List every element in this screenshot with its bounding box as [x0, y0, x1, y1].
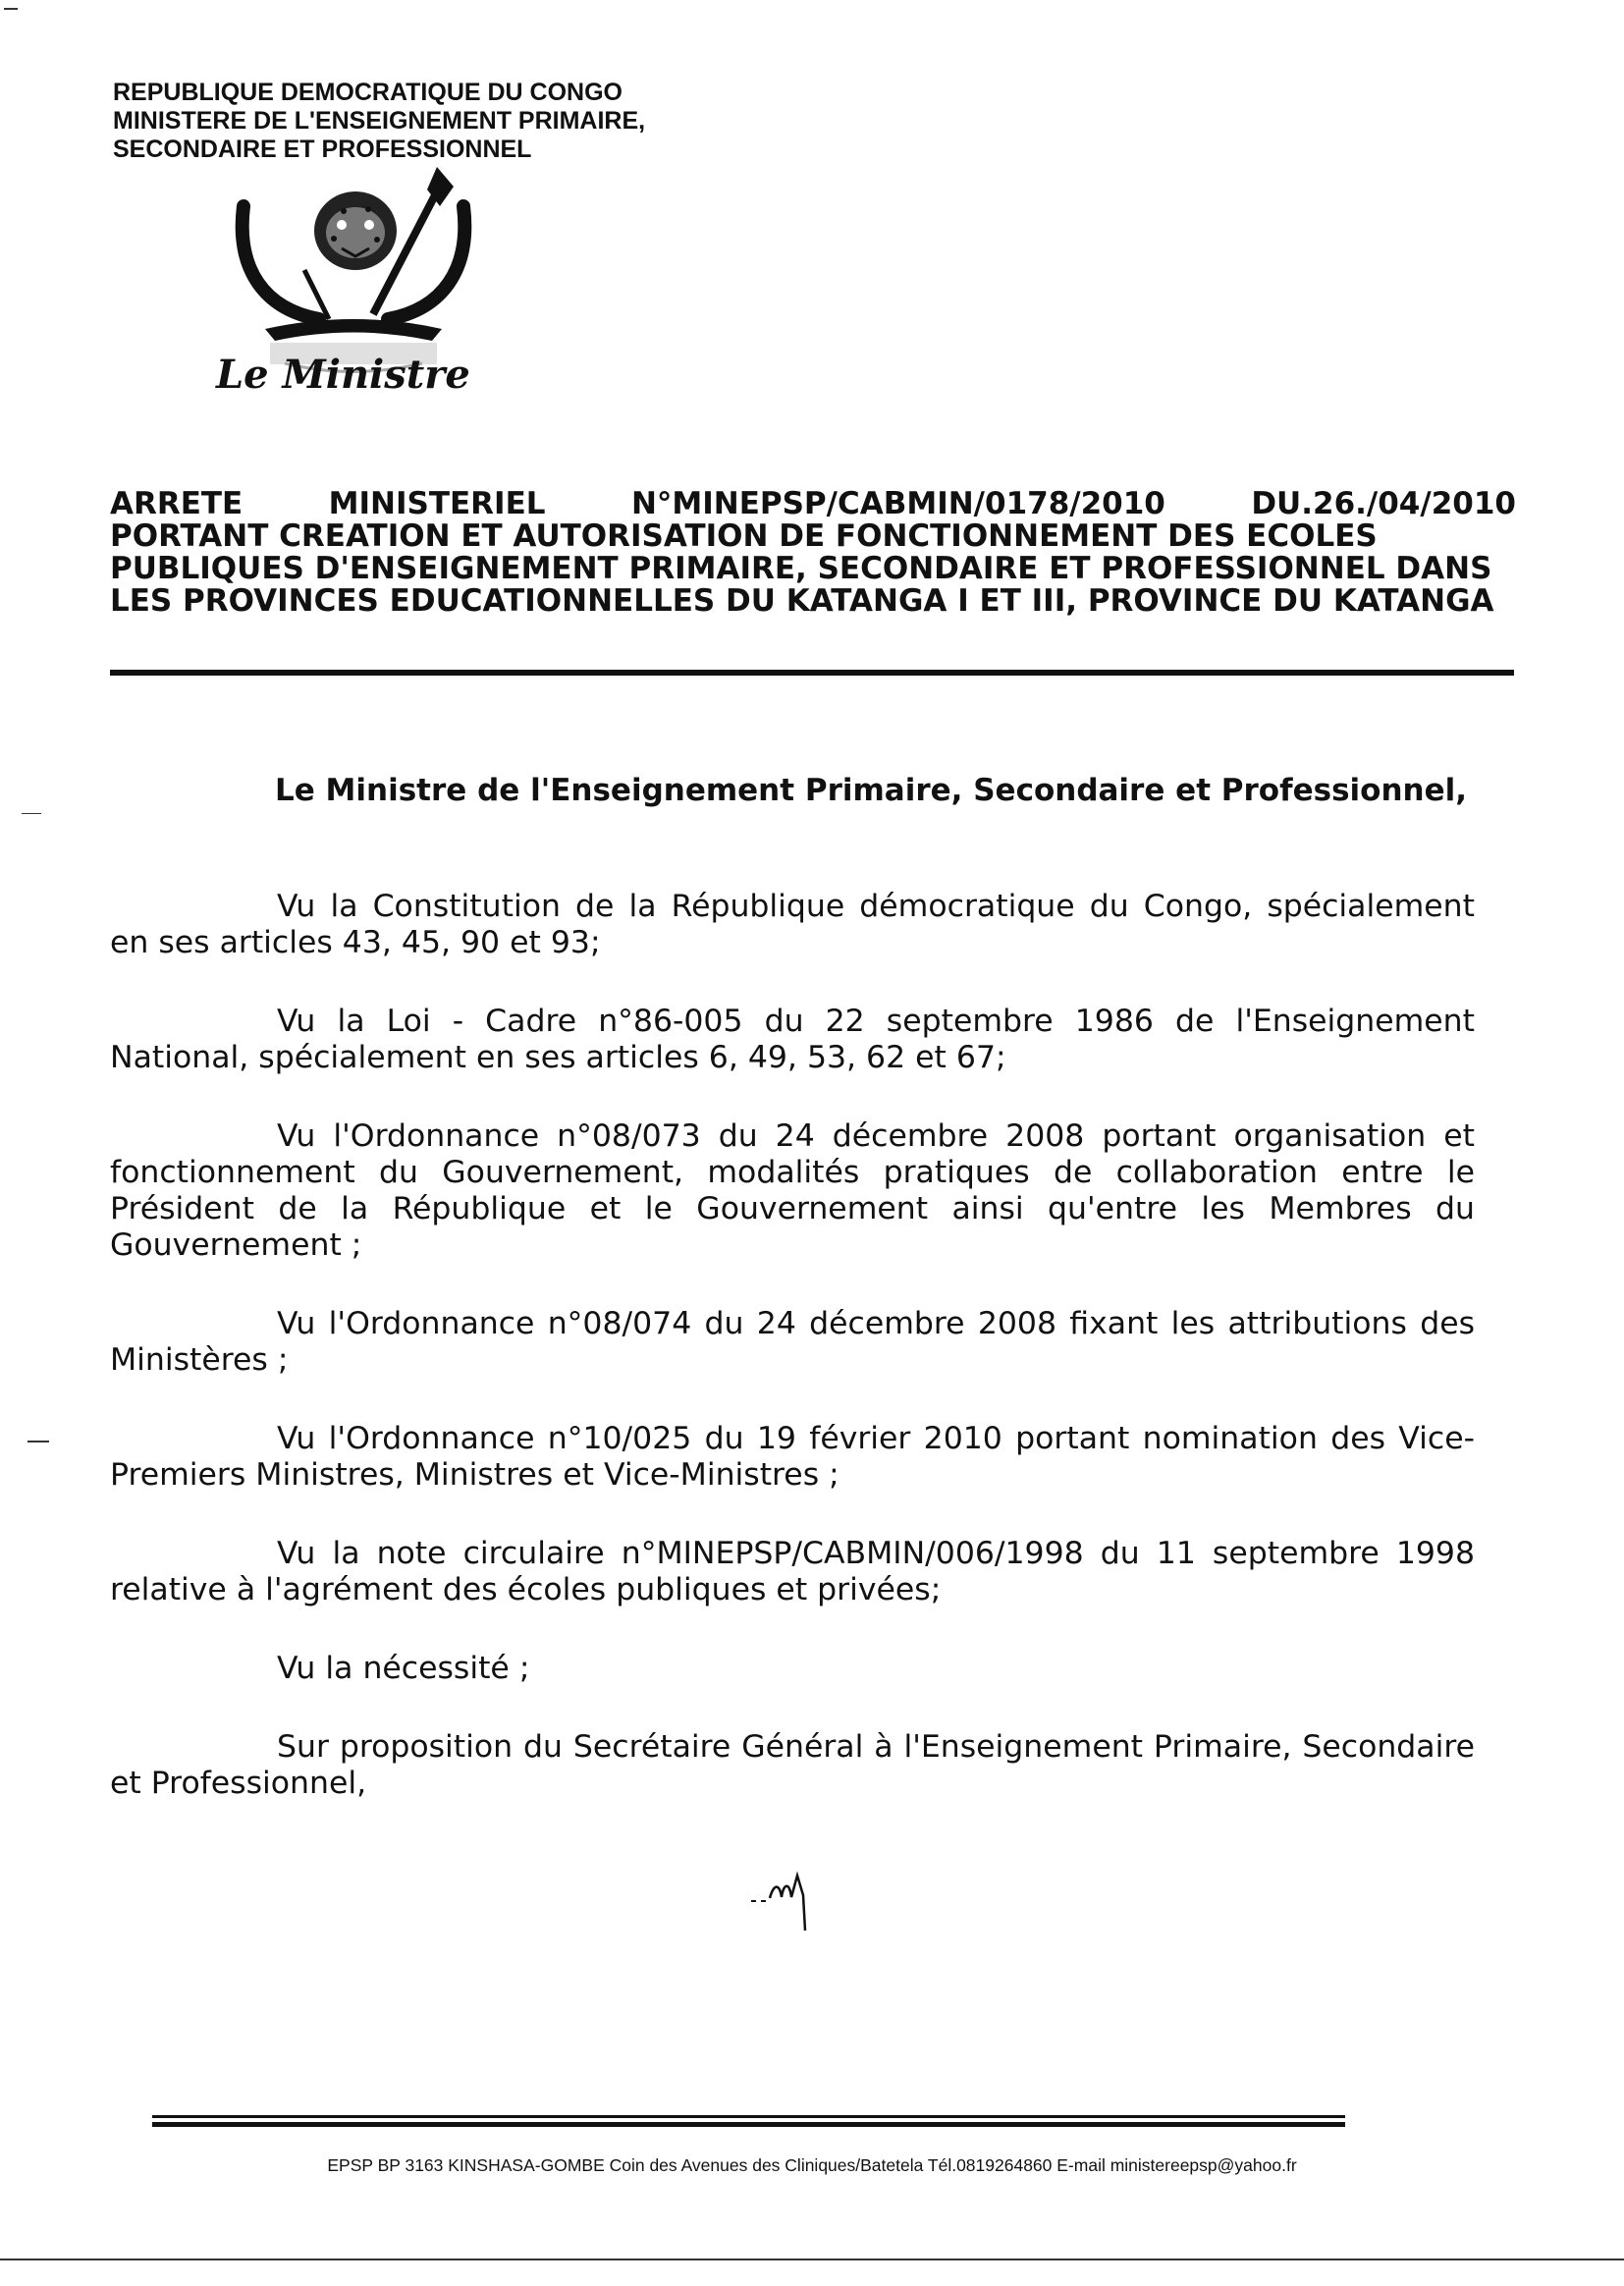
paragraph-text: Vu la Loi - Cadre n°86-005 du 22 septembre 1986 de l'Enseignement National, spécialement en ses articles 6, 49, 53, 62 et 67;: [110, 1004, 1475, 1075]
scan-mark: [22, 813, 41, 814]
preamble-paragraph: [110, 1118, 1475, 1264]
header-country: REPUBLIQUE DEMOCRATIQUE DU CONGO: [113, 79, 623, 106]
preamble-paragraph: [110, 1004, 1475, 1076]
decree-date: DU.26./04/2010: [1251, 486, 1516, 521]
paragraph-text: Vu l'Ordonnance n°10/025 du 19 février 2010 portant nomination des Vice-Premiers Ministres, Ministres et Vice-Ministres ;: [110, 1421, 1475, 1493]
footer-divider-thin: [152, 2115, 1345, 2118]
minister-heading: [0, 773, 1624, 808]
preamble-paragraph: [110, 1651, 1475, 1687]
scan-mark: [27, 1441, 49, 1442]
footer-contact: EPSP BP 3163 KINSHASA-GOMBE Coin des Avenues des Cliniques/Batetela Tél.0819264860 E-mail ministereepsp@yahoo.fr: [327, 2155, 1297, 2175]
title-line-2: PORTANT CREATION ET AUTORISATION DE FONCTIONNEMENT DES ECOLES: [110, 518, 1378, 554]
preamble-paragraph: [110, 1729, 1475, 1802]
document-header: [113, 79, 645, 164]
title-line-3: PUBLIQUES D'ENSEIGNEMENT PRIMAIRE, SECONDAIRE ET PROFESSIONNEL DANS: [110, 551, 1492, 586]
paragraph-text: Sur proposition du Secrétaire Général à l'Enseignement Primaire, Secondaire et Professionnel,: [110, 1729, 1475, 1801]
paragraph-text: Vu l'Ordonnance n°08/074 du 24 décembre 2008 fixant les attributions des Ministères ;: [110, 1306, 1475, 1378]
preamble-paragraph: [110, 1536, 1475, 1608]
paragraph-text: Vu la Constitution de la République démocratique du Congo, spécialement en ses articles 43, 45, 90 et 93;: [110, 889, 1475, 960]
minister-heading-text: Le Ministre de l'Enseignement Primaire, Secondaire et Professionnel,: [274, 773, 1468, 808]
header-ministry-cont: SECONDAIRE ET PROFESSIONNEL: [113, 136, 532, 163]
preamble-paragraph: [110, 1306, 1475, 1379]
title-divider: [110, 670, 1514, 676]
title-line-4: LES PROVINCES EDUCATIONNELLES DU KATANGA I ET III, PROVINCE DU KATANGA: [110, 583, 1494, 619]
decree-reference-line: [110, 488, 1516, 520]
preamble-paragraph: [110, 1421, 1475, 1494]
decree-number: N°MINEPSP/CABMIN/0178/2010: [630, 486, 1165, 521]
decree-title: [110, 488, 1516, 618]
minister-signature-label: Le Ministre: [216, 352, 470, 398]
preamble-paragraph: [110, 889, 1475, 961]
paragraph-text: Vu la note circulaire n°MINEPSP/CABMIN/006/1998 du 11 septembre 1998 relative à l'agrément des écoles publiques et privées;: [110, 1536, 1475, 1607]
scan-mark: [4, 8, 18, 10]
footer-divider-thick: [152, 2122, 1345, 2127]
header-ministry: MINISTERE DE L'ENSEIGNEMENT PRIMAIRE,: [113, 107, 646, 135]
title-word-ministeriel: MINISTERIEL: [328, 486, 546, 521]
handwritten-initials: [746, 1854, 835, 1932]
preamble-body: [110, 889, 1475, 1844]
paragraph-text: Vu l'Ordonnance n°08/073 du 24 décembre 2008 portant organisation et fonctionnement du Gouvernement, modalités pratiques de collaboration entre le Président de la République et le Gouvernement ainsi qu'entre les Membres du Gouvernement ;: [110, 1118, 1475, 1263]
title-word-arrete: ARRETE: [110, 486, 244, 521]
paragraph-text: Vu la nécessité ;: [277, 1651, 530, 1686]
page-bottom-line: [0, 2259, 1624, 2260]
